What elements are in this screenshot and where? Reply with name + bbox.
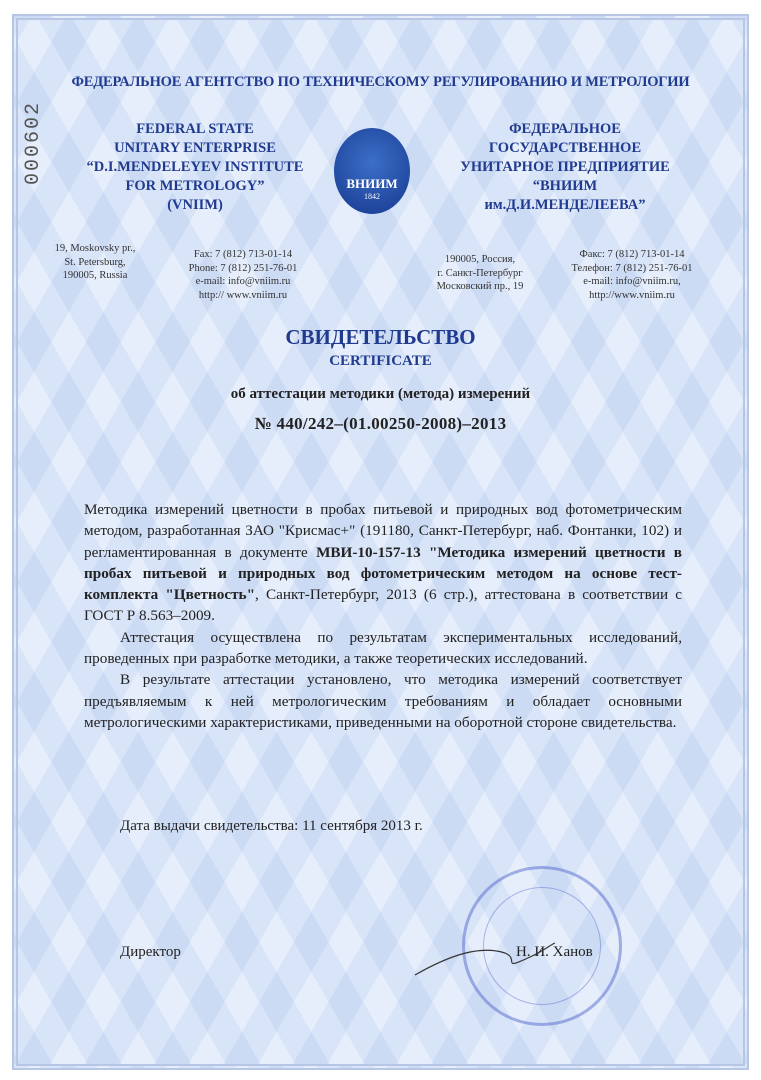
contact-line: Факс: 7 (812) 713-01-14: [579, 249, 685, 260]
address-line: 19, Moskovsky pr.,: [54, 243, 136, 254]
contact-line: http://www.vniim.ru: [589, 289, 675, 301]
org-en-line: FEDERAL STATE: [136, 121, 254, 137]
paragraph-1: [84, 499, 682, 627]
address-line: 190005, Russia: [62, 270, 128, 281]
vniim-logo: [334, 128, 410, 214]
agency-header: ФЕДЕРАЛЬНОЕ АГЕНТСТВО ПО ТЕХНИЧЕСКОМУ РЕГУЛИРОВАНИЮ И МЕТРОЛОГИИ: [71, 74, 690, 90]
certificate-title-en: CERTIFICATE: [329, 353, 432, 369]
p1-text: Методика измерений цветности в пробах питьевой и природных вод фотометрическим методом, разработанная ЗАО "Крисмас+" (191180, Санкт-Петербург, наб. Фонтанки, 102) и регламентированная в документе: [84, 501, 682, 561]
certificate-subtitle: об аттестации методики (метода) измерений: [230, 386, 531, 402]
contact-line: e-mail: info@vniim.ru,: [583, 276, 681, 287]
contacts-ru: [552, 248, 712, 302]
org-ru-line: ФЕДЕРАЛЬНОЕ: [509, 121, 621, 137]
signatory-name: Н. И. Ханов: [516, 944, 593, 960]
paragraph-2: Аттестация осуществлена по результатам экспериментальных исследований, проведенных при разработке методики, а также теоретических исследований.: [84, 628, 682, 668]
address-en: [30, 242, 160, 283]
certificate-title: СВИДЕТЕЛЬСТВО: [285, 325, 476, 349]
p1-text-end: , Санкт-Петербург, 2013 (6 стр.), аттестована в соответствии с ГОСТ Р 8.563–2009.: [84, 586, 683, 625]
address-line: Московский пр., 19: [436, 281, 524, 292]
address-line: г. Санкт-Петербург: [437, 267, 523, 279]
org-ru-line: ГОСУДАРСТВЕННОЕ: [488, 140, 642, 156]
org-en-line: FOR METROLOGY”: [125, 178, 265, 194]
org-en-line: UNITARY ENTERPRISE: [114, 140, 276, 156]
contact-line: Phone: 7 (812) 251-76-01: [188, 262, 298, 274]
contact-line: http:// www.vniim.ru: [198, 289, 288, 301]
paragraph-3: В результате аттестации установлено, что методика измерений соответствует предъявляемым к ней метрологическим требованиям и обладает основными метрологическими характеристиками, приведенными на оборотной стороне свидетельства.: [84, 671, 682, 731]
logo-year: 1842: [364, 192, 380, 201]
address-ru: [420, 253, 540, 294]
serial-number: 000602: [22, 100, 45, 185]
contact-line: Fax: 7 (812) 713-01-14: [193, 249, 293, 260]
document-title: МВИ-10-157-13 "Методика измерений цветности в пробах питьевой и природных вод фотометрическим методом на основе тест-комплекта "Цветность": [84, 543, 682, 604]
org-ru-line: им.Д.И.МЕНДЕЛЕЕВА”: [484, 197, 646, 213]
contact-line: e-mail: info@vniim.ru: [195, 276, 291, 287]
contact-line: Телефон: 7 (812) 251-76-01: [571, 262, 693, 274]
address-line: St. Petersburg,: [64, 256, 126, 268]
contacts-en: [168, 248, 318, 302]
signature: [410, 935, 560, 985]
org-ru-line: УНИТАРНОЕ ПРЕДПРИЯТИЕ: [460, 159, 670, 175]
certificate-number: № 440/242–(01.00250-2008)–2013: [254, 414, 507, 433]
issue-date: Дата выдачи свидетельства: 11 сентября 2013 г.: [120, 818, 423, 834]
org-en-line: (VNIIM): [167, 197, 223, 213]
logo-text: ВНИИМ: [346, 176, 398, 191]
org-name-ru: [440, 120, 690, 215]
signatory-role: Директор: [120, 944, 181, 960]
org-ru-line: “ВНИИМ: [532, 178, 598, 194]
org-en-line: “D.I.MENDELEYEV INSTITUTE: [86, 159, 304, 175]
org-name-en: [85, 120, 305, 215]
certificate-body: [84, 499, 682, 733]
address-line: 190005, Россия,: [444, 254, 516, 265]
